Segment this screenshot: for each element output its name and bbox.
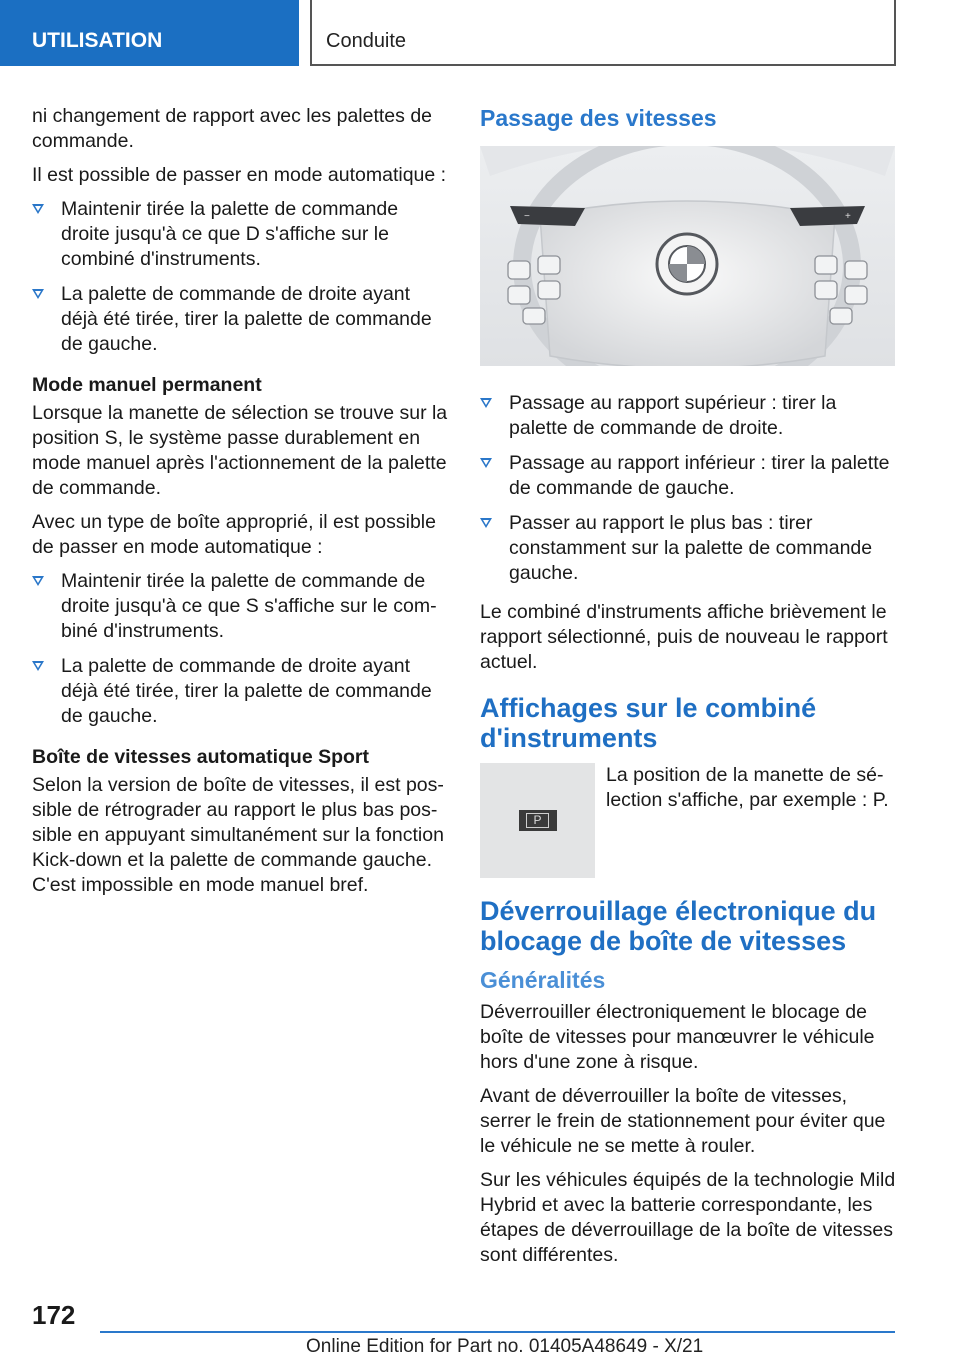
list-item [32,197,450,272]
list-item-text: Maintenir tirée la palette de commande droite jusqu'à ce que D s'affiche sur le combiné d'instruments. [61,198,399,270]
gear-indicator [519,810,557,831]
list-item-text: Passage au rapport supérieur : tirer la palette de commande de droite. [509,392,837,439]
page-number: 172 [32,1300,76,1330]
list-item [32,282,450,357]
right-column [480,104,898,1277]
bullet-list [32,569,450,729]
svg-text:−: − [524,211,530,222]
subheading-sport-gearbox: Boîte de vitesses automatique Sport [32,746,369,768]
paragraph: Déverrouiller électroniquement le blocage de boîte de vitesses pour manœuvrer le véhicule hors d'une zone à risque. [480,1001,875,1073]
list-item [480,391,898,441]
display-example [480,763,898,878]
bullet-triangle-icon [32,204,44,214]
bullet-triangle-icon [480,458,492,468]
paragraph: Avec un type de boîte approprié, il est possible de passer en mode automatique : [32,511,436,558]
list-item [480,451,898,501]
left-column [32,104,450,907]
bullet-list [32,197,450,357]
list-item [480,511,898,586]
paragraph: ni changement de rapport avec les palettes de commande. [32,105,433,152]
list-item-text: La palette de commande de droite ayant déjà été tirée, tirer la palette de commande de gauche. [61,283,432,355]
paragraph: Selon la version de boîte de vitesses, il est possible de rétrograder au rapport le plus bas possible en appuyant simultanément sur la fonction Kick-down et la palette de commande gauche. C'est impossible en mode manuel bref. [32,774,444,896]
paragraph: Avant de déverrouiller la boîte de vitesses, serrer le frein de stationnement pour éviter que le véhicule ne se mette à rouler. [480,1085,886,1157]
list-item [32,569,450,644]
heading-instrument-display: Affichages sur le combiné d'instruments [480,693,817,753]
list-item-text: Passage au rapport inférieur : tirer la palette de commande de gauche. [509,452,890,499]
footer-edition: Online Edition for Part no. 01405A48649 - X/21 [306,1336,704,1357]
chapter-tab[interactable]: UTILISATION [0,0,299,66]
gear-letter: P [526,813,548,828]
heading-general: Généralités [480,967,606,993]
paragraph: Sur les véhicules équipés de la technologie Mild Hybrid et avec la batterie correspondante, les étapes de déverrouillage de la boîte de vitesses sont différentes. [480,1169,896,1266]
bullet-list [480,391,898,586]
paragraph: Le combiné d'instruments affiche brièvement le rapport sélectionné, puis de nouveau le rapport actuel. [480,601,888,673]
list-item-text: Passer au rapport le plus bas : tirer constamment sur la palette de commande gauche. [509,512,873,584]
bullet-triangle-icon [32,661,44,671]
list-item-text: La palette de commande de droite ayant déjà été tirée, tirer la palette de commande de gauche. [61,655,432,727]
bullet-triangle-icon [480,398,492,408]
list-item-text: Maintenir tirée la palette de commande de droite jusqu'à ce que S s'affiche sur le combiné d'instruments. [61,570,437,642]
paragraph: Lorsque la manette de sélection se trouve sur la position S, le système passe durablement en mode manuel après l'actionnement de la palette de commande. [32,402,448,499]
heading-electronic-unlock: Déverrouillage électronique du blocage de boîte de vitesses [480,896,877,956]
list-item [32,654,450,729]
bullet-triangle-icon [32,289,44,299]
gear-display-illustration [480,763,595,878]
bullet-triangle-icon [480,518,492,528]
section-title: Conduite [310,0,896,66]
bullet-triangle-icon [32,576,44,586]
footer-divider [100,1331,895,1333]
heading-gear-shifting: Passage des vitesses [480,105,717,131]
paragraph: Il est possible de passer en mode automatique : [32,164,447,186]
display-description: La position de la manette de sélection s'affiche, par exemple : P. [606,764,889,811]
steering-wheel-illustration [480,146,895,366]
svg-text:+: + [845,211,851,222]
subheading-manual-mode: Mode manuel permanent [32,374,262,396]
